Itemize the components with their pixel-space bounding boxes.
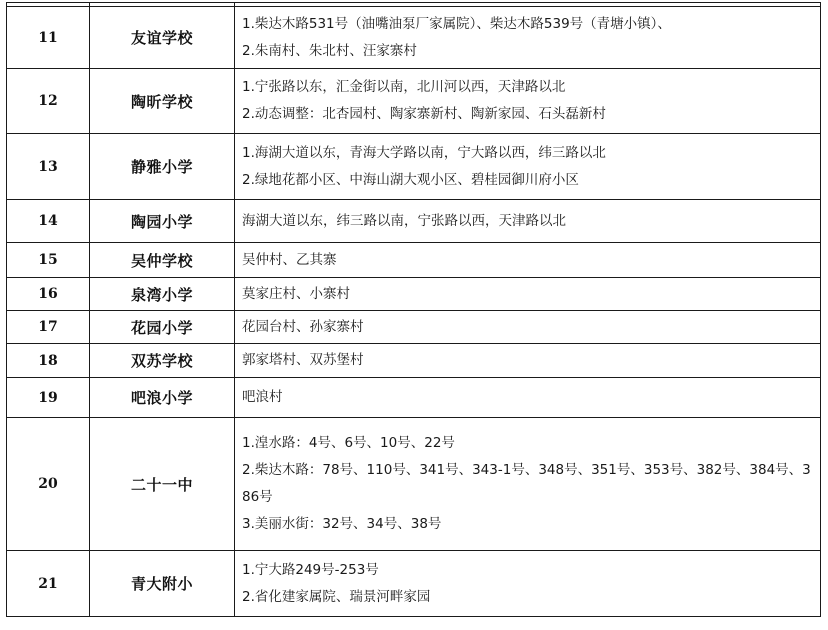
table-row [7, 418, 821, 551]
area-line: 郭家塔村、双苏堡村 [242, 352, 364, 368]
area-line: 吧浪村 [242, 389, 283, 405]
row-number: 14 [7, 200, 90, 243]
row-number: 16 [7, 278, 90, 311]
area-line: 2.朱南村、朱北村、汪家寨村 [242, 42, 417, 59]
school-name: 青大附小 [90, 551, 235, 617]
school-name: 友谊学校 [90, 7, 235, 69]
table-row [7, 243, 821, 278]
table-row [7, 551, 821, 617]
school-district-table [6, 2, 821, 617]
school-name: 吴仲学校 [90, 243, 235, 278]
school-name: 吧浪小学 [90, 378, 235, 418]
area-line: 花园台村、孙家寨村 [242, 318, 364, 335]
area-line: 莫家庄村、小寨村 [242, 285, 350, 302]
catchment-area [235, 200, 821, 243]
row-number: 15 [7, 243, 90, 278]
area-line: 2.省化建家属院、瑞景河畔家园 [242, 588, 431, 605]
school-name: 二十一中 [90, 418, 235, 551]
row-number: 18 [7, 344, 90, 378]
row-number: 20 [7, 418, 90, 551]
area-line: 1.湟水路：4号、6号、10号、22号 [242, 435, 455, 451]
table-row [7, 278, 821, 311]
area-line: 1.宁大路249号-253号 [242, 561, 379, 578]
school-name: 陶昕学校 [90, 69, 235, 134]
area-line: 1.宁张路以东，汇金街以南，北川河以西，天津路以北 [242, 79, 566, 95]
table-row [7, 200, 821, 243]
table-row [7, 311, 821, 344]
area-line: 3.美丽水街：32号、34号、38号 [242, 516, 442, 532]
table-row [7, 134, 821, 200]
catchment-area [235, 243, 821, 278]
row-number: 19 [7, 378, 90, 418]
school-name: 泉湾小学 [90, 278, 235, 311]
area-line: 1.柴达木路531号（油嘴油泵厂家属院）、柴达木路539号（青塘小镇）、 [242, 15, 671, 32]
table-row [7, 344, 821, 378]
catchment-area [235, 69, 821, 134]
table-row [7, 378, 821, 418]
catchment-area [235, 134, 821, 200]
table-row [7, 69, 821, 134]
school-name: 双苏学校 [90, 344, 235, 378]
row-number: 11 [7, 7, 90, 69]
catchment-area [235, 344, 821, 378]
catchment-area [235, 278, 821, 311]
table-row [7, 7, 821, 69]
area-line: 2.绿地花都小区、中海山湖大观小区、碧桂园御川府小区 [242, 171, 579, 188]
area-line: 吴仲村、乙其寨 [242, 251, 337, 268]
catchment-area [235, 378, 821, 418]
school-name: 静雅小学 [90, 134, 235, 200]
row-number: 17 [7, 311, 90, 344]
area-line: 1.海湖大道以东，青海大学路以南，宁大路以西，纬三路以北 [242, 144, 606, 161]
area-line: 海湖大道以东，纬三路以南，宁张路以西，天津路以北 [242, 212, 566, 229]
school-name: 陶园小学 [90, 200, 235, 243]
area-line: 2.动态调整：北杏园村、陶家寨新村、陶新家园、石头磊新村 [242, 106, 606, 122]
catchment-area [235, 551, 821, 617]
row-number: 12 [7, 69, 90, 134]
row-number: 13 [7, 134, 90, 200]
catchment-area [235, 311, 821, 344]
row-number: 21 [7, 551, 90, 617]
area-line: 2.柴达木路：78号、110号、341号、343-1号、348号、351号、353号、382号、384号、386号 [242, 462, 811, 505]
catchment-area [235, 418, 821, 551]
catchment-area [235, 7, 821, 69]
school-name: 花园小学 [90, 311, 235, 344]
